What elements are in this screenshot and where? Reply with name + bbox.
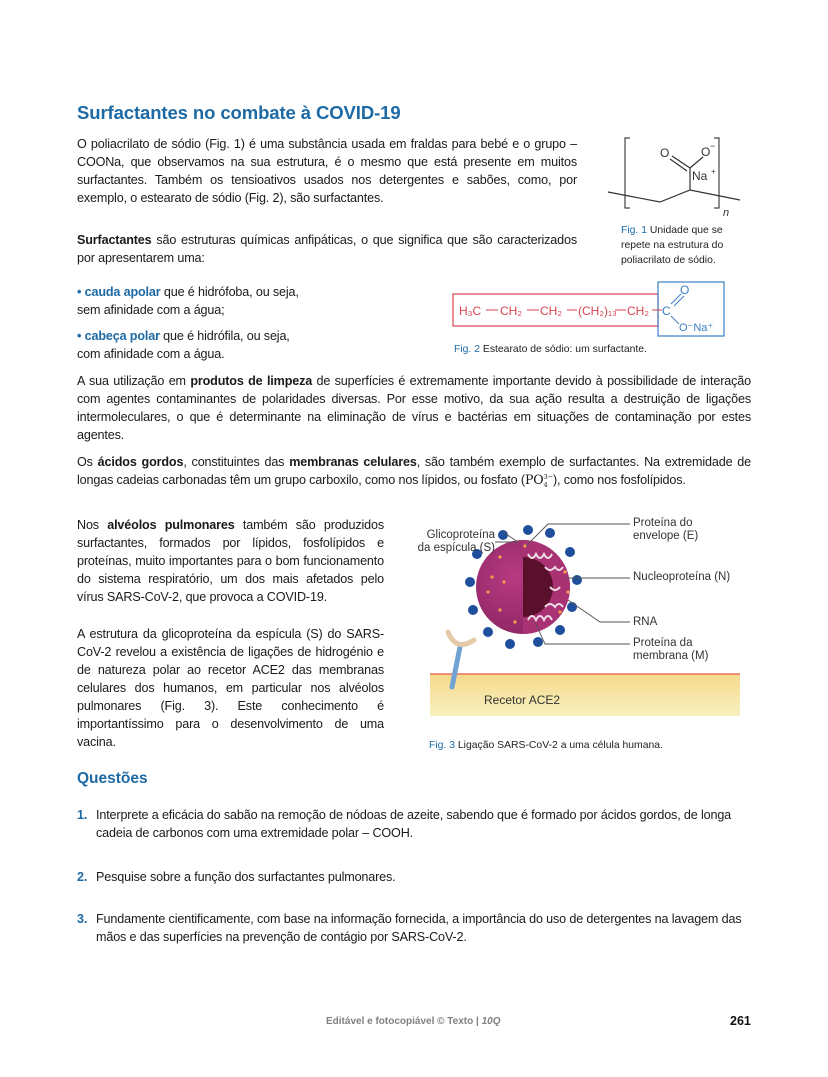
figure-2-caption	[454, 342, 647, 357]
label-line: Proteína da	[633, 637, 693, 649]
phosphate-formula	[525, 472, 553, 487]
question-item	[77, 806, 751, 842]
footer-text: Editável e fotocopiável © Texto |	[326, 1016, 482, 1027]
footer-code: 10Q	[481, 1016, 501, 1027]
rna-label: RNA	[633, 616, 658, 628]
question-item	[77, 910, 751, 946]
surfactants-term: Surfactantes	[77, 233, 152, 247]
intro-paragraph: O poliacrilato de sódio (Fig. 1) é uma substância usada em fraldas para bebé e o grupo –COONa, que observamos na sua estrutura, é o mesmo que está presente em muitos surfactantes. Também os tensioativos usados nos detergentes e sabões, como, por exemplo, o estearato de sódio (Fig. 2), são surfactantes.	[77, 137, 577, 205]
cleaning-paragraph	[77, 372, 751, 444]
footer-credit	[326, 1016, 500, 1027]
surfactants-definition	[77, 231, 577, 267]
page-title: Surfactantes no combate à COVID-19	[77, 102, 401, 123]
text-span: de superfícies é extremamente importante devido à possibilidade de interação com agentes contaminantes de polaridades diversas. Por esse motivo, da sua ação resulta a destruição de ligações intermoleculares, o que é determinante na eliminação de vírus e bactérias em situações de contaminação por estes agentes.	[77, 374, 751, 442]
figure-1-caption	[621, 223, 751, 268]
bullet-term: cabeça polar	[84, 329, 160, 343]
envelope-label	[633, 517, 698, 543]
oxygen-label: O	[660, 146, 670, 160]
formula-charge: 3−	[543, 472, 553, 481]
figure-1-caption-text: Unidade que se repete na estrutura do poliacrilato de sódio.	[621, 225, 724, 266]
bullet-head	[77, 327, 347, 363]
plus-charge: +	[711, 167, 716, 176]
text-span: , constituintes das	[183, 455, 290, 469]
text-span: , são também exemplo de surfactantes. Na extremidade de longas cadeias carbonadas têm um grupo carboxilo, como nos lípidos, ou fosfato (	[77, 455, 751, 487]
bullet-term: cauda apolar	[84, 285, 161, 299]
page-number: 261	[730, 1014, 751, 1028]
question-number: 3.	[77, 912, 88, 926]
ch2-group: CH₂	[627, 304, 649, 318]
label-line: envelope (E)	[633, 530, 699, 542]
stearate-structure-diagram	[450, 280, 730, 338]
alveoli-paragraph	[77, 516, 384, 606]
fatty-acids-paragraph	[77, 453, 751, 489]
bullet-line: que é hidrófila, ou seja,	[159, 329, 290, 343]
h3c-group: H₃C	[459, 304, 482, 318]
bold-term: produtos de limpeza	[190, 374, 313, 388]
repeat-index-n: n	[723, 207, 730, 219]
bold-term: alvéolos pulmonares	[107, 518, 235, 532]
nucleoprotein-label: Nucleoproteína (N)	[633, 571, 731, 583]
figure-2-label: Fig. 2	[454, 344, 480, 355]
ch2-group: CH₂	[540, 304, 562, 318]
formula-base: PO	[524, 472, 544, 487]
question-number: 2.	[77, 870, 88, 884]
bullet-line: que é hidrófoba, ou seja,	[160, 285, 299, 299]
bullet-marker: •	[77, 285, 82, 299]
questions-heading: Questões	[77, 770, 148, 787]
ch2-repeat-group: (CH₂)₁₃	[578, 304, 617, 318]
oxygen-minus-label: O	[701, 145, 711, 159]
question-text: Fundamente cientificamente, com base na informação fornecida, a importância do uso de detergentes na lavagem das mãos e das superfícies na prevenção de contágio por SARS-CoV-2.	[96, 912, 742, 944]
bold-term: membranas celulares	[289, 455, 417, 469]
carbon-atom: C	[662, 304, 671, 318]
figure-1-label: Fig. 1	[621, 225, 647, 236]
text-span: ), como nos fosfolípidos.	[552, 473, 686, 487]
figure-3-illustration	[400, 512, 745, 722]
spike-label	[410, 529, 495, 555]
label-line: da espícula (S)	[417, 542, 495, 554]
figure-3-caption-text: Ligação SARS-CoV-2 a uma célula humana.	[457, 740, 663, 751]
question-text: Pesquise sobre a função dos surfactantes pulmonares.	[96, 870, 396, 884]
bullet-line: sem afinidade com a água;	[77, 303, 225, 317]
minus-charge: −	[710, 141, 716, 151]
label-line: Glicoproteína	[426, 529, 495, 541]
oxygen-atom: O	[680, 283, 690, 297]
carboxylate-sodium: O⁻Na⁺	[679, 322, 714, 334]
sodium-label: Na	[692, 169, 708, 183]
text-span: Os	[77, 455, 98, 469]
question-item	[77, 868, 751, 886]
question-text: Interprete a eficácia do sabão na remoção de nódoas de azeite, sabendo que é formado por ácidos gordos, de longa cadeia de carbonos com uma extremidade polar – COOH.	[96, 808, 732, 840]
ace2-receptor-head	[448, 632, 474, 645]
spike-paragraph: A estrutura da glicoproteína da espícula (S) do SARS-CoV-2 revelou a existência de ligações de hidrogénio e de natureza polar ao recetor ACE2 das membranas celulares dos humanos, em particular nos alvéolos pulmonares (Fig. 3). Este conhecimento é importantíssimo para o desenvolvimento de uma vacina.	[77, 627, 384, 749]
bullet-tail	[77, 283, 347, 319]
figure-3-caption	[429, 738, 663, 753]
receptor-label: Recetor ACE2	[484, 693, 561, 707]
figure-2-structure	[450, 280, 730, 338]
human-cell	[430, 674, 740, 716]
formula-subscript: 4	[543, 480, 548, 489]
bullet-marker: •	[77, 329, 82, 343]
ch2-group: CH₂	[500, 304, 522, 318]
figure-2-caption-text: Estearato de sódio: um surfactante.	[482, 344, 647, 355]
polyacrylate-structure-diagram	[600, 130, 750, 225]
figure-1-structure	[600, 130, 750, 225]
text-span: Nos	[77, 518, 108, 532]
text-span: também são produzidos surfactantes, formados por lípidos, fosfolípidos e proteínas, muito importantes para o bom funcionamento do sistema respiratório, um dos mais afetados pelo vírus SARS-CoV-2, que provoca a COVID-19.	[77, 518, 385, 604]
surfactants-definition-text: são estruturas químicas anfipáticas, o que significa que são caracterizados por apresentarem uma:	[77, 233, 577, 265]
membrane-protein-label	[633, 637, 708, 663]
bullet-line: com afinidade com a água.	[77, 347, 225, 361]
label-line: Proteína do	[633, 517, 693, 529]
label-line: membrana (M)	[633, 650, 709, 662]
bold-term: ácidos gordos	[97, 455, 184, 469]
question-number: 1.	[77, 808, 88, 822]
text-span: A sua utilização em	[77, 374, 191, 388]
figure-3-label: Fig. 3	[429, 740, 455, 751]
